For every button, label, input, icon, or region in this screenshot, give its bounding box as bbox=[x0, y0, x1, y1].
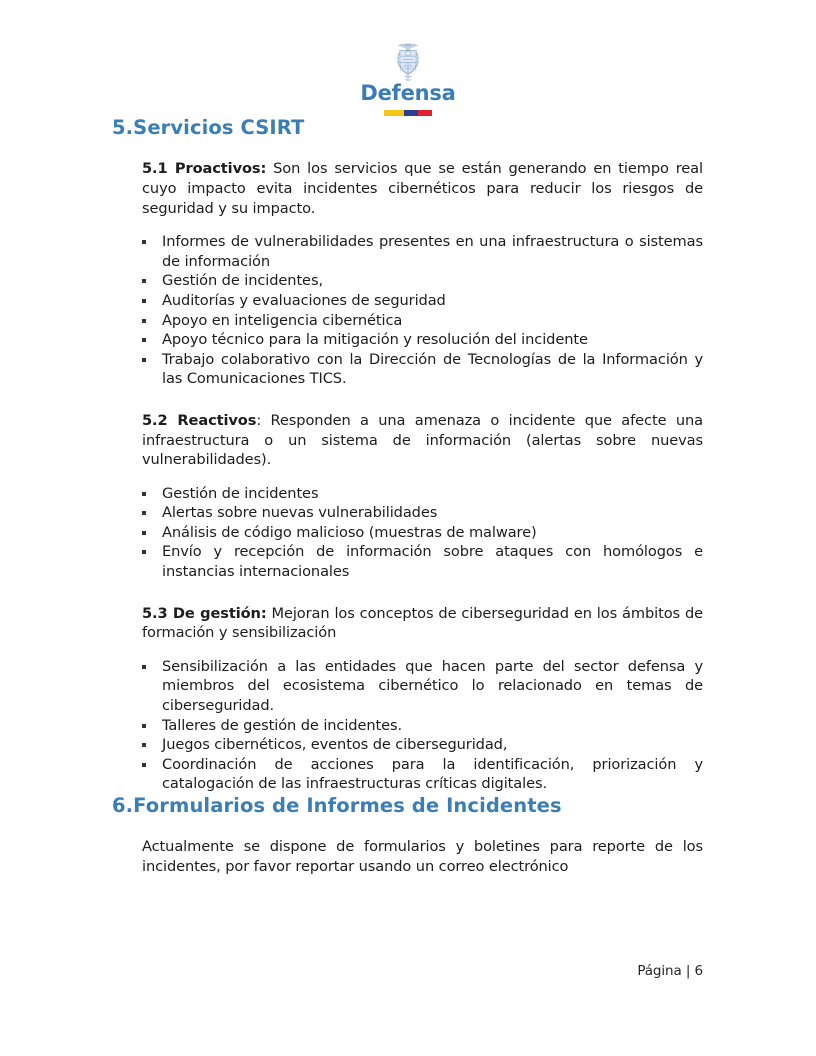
subsection-text-reactivos: : Responden a una amenaza o incidente que afecte una infraestructura o un sistema de información (alertas sobre nuevas vulnerabilidades). bbox=[142, 411, 703, 469]
subsection-de-gestion bbox=[112, 604, 703, 643]
section-6-body bbox=[112, 837, 703, 876]
section-heading-servicios-csirt: 5.Servicios CSIRT bbox=[112, 116, 305, 139]
colombia-coat-of-arms-icon bbox=[389, 42, 427, 82]
list-item: Sensibilización a las entidades que hacen parte del sector defensa y miembros del ecosistema cibernético lo relacionado en temas de ciberseguridad. bbox=[142, 657, 703, 716]
list-item: Trabajo colaborativo con la Dirección de Tecnologías de la Información y las Comunicaciones TICS. bbox=[142, 350, 703, 389]
list-item: Talleres de gestión de incidentes. bbox=[142, 716, 703, 736]
list-item: Alertas sobre nuevas vulnerabilidades bbox=[142, 503, 703, 523]
flag-stripe-yellow bbox=[384, 110, 404, 116]
list-item: Juegos cibernéticos, eventos de ciberseguridad, bbox=[142, 735, 703, 755]
list-item: Envío y recepción de información sobre ataques con homólogos e instancias internacionales bbox=[142, 542, 703, 581]
document-body bbox=[0, 116, 816, 877]
colombia-flag-bar bbox=[384, 110, 432, 116]
list-item: Apoyo técnico para la mitigación y resolución del incidente bbox=[142, 330, 703, 350]
page-footer bbox=[0, 963, 816, 979]
subsection-text-proactivos: Son los servicios que se están generando en tiempo real cuyo impacto evita incidentes cibernéticos para reducir los riesgos de seguridad y su impacto. bbox=[142, 160, 703, 217]
subsection-reactivos bbox=[112, 411, 703, 470]
subsection-label-proactivos: 5.1 Proactivos: bbox=[142, 160, 267, 178]
subsection-label-reactivos: 5.2 Reactivos bbox=[142, 411, 257, 429]
list-item: Apoyo en inteligencia cibernética bbox=[142, 311, 703, 331]
subsection-paragraph bbox=[142, 411, 703, 470]
list-item: Auditorías y evaluaciones de seguridad bbox=[142, 291, 703, 311]
bullet-list-reactivos bbox=[112, 484, 703, 582]
list-item: Gestión de incidentes, bbox=[142, 271, 703, 291]
section-heading-formularios-informes: 6.Formularios de Informes de Incidentes bbox=[112, 794, 562, 817]
subsection-label-de-gestion: 5.3 De gestión: bbox=[142, 604, 267, 622]
bullet-list-proactivos bbox=[112, 232, 703, 389]
brand-wordmark: Defensa bbox=[360, 81, 456, 105]
spacer bbox=[112, 389, 703, 411]
flag-stripe-red bbox=[418, 110, 432, 116]
section-6-paragraph: Actualmente se dispone de formularios y boletines para reporte de los incidentes, por favor reportar usando un correo electrónico bbox=[142, 838, 703, 875]
spacer bbox=[112, 582, 703, 604]
page-number-label: Página | 6 bbox=[637, 963, 703, 979]
bullet-list-de-gestion bbox=[112, 657, 703, 794]
list-item: Informes de vulnerabilidades presentes en una infraestructura o sistemas de información bbox=[142, 232, 703, 271]
subsection-paragraph bbox=[142, 604, 703, 643]
subsection-text-de-gestion: Mejoran los conceptos de ciberseguridad en los ámbitos de formación y sensibilización bbox=[142, 604, 703, 642]
subsection-proactivos bbox=[112, 159, 703, 218]
document-header bbox=[0, 0, 816, 116]
flag-stripe-blue bbox=[404, 110, 418, 116]
list-item: Análisis de código malicioso (muestras de malware) bbox=[142, 523, 703, 543]
list-item: Gestión de incidentes bbox=[142, 484, 703, 504]
subsection-paragraph bbox=[142, 159, 703, 218]
list-item: Coordinación de acciones para la identificación, priorización y catalogación de las infraestructuras críticas digitales. bbox=[142, 755, 703, 794]
